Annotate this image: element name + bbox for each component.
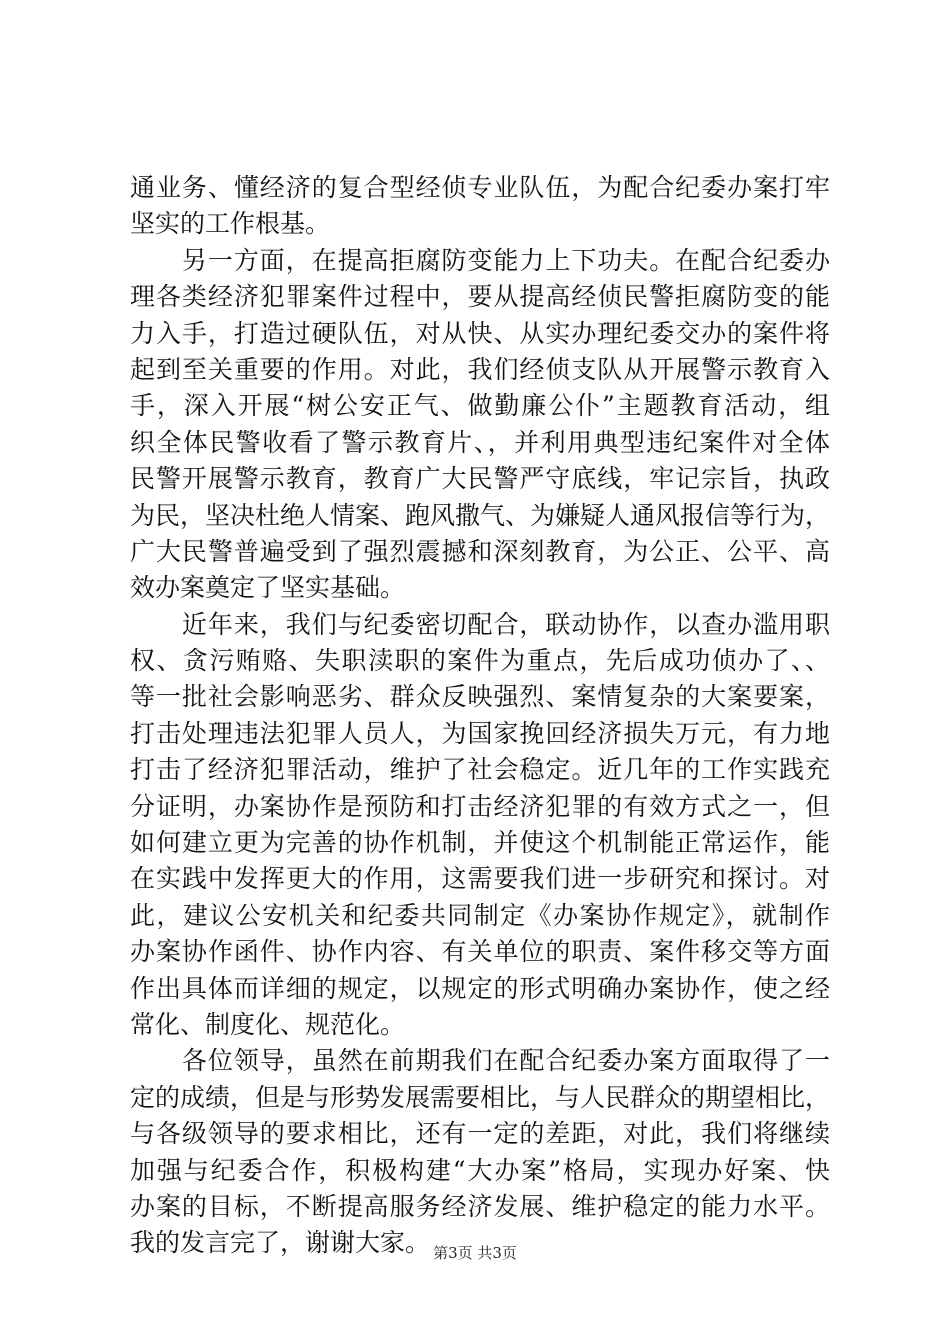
text-line: 近年来，我们与纪委密切配合，联动协作，以查办滥用职	[130, 609, 830, 639]
paragraph	[130, 170, 830, 243]
paragraph	[130, 1043, 830, 1261]
text-line: 办案协作函件、协作内容、有关单位的职责、案件移交等方面	[130, 937, 830, 967]
text-line: 权、贪污贿赂、失职渎职的案件为重点，先后成功侦办了、、	[130, 646, 830, 676]
text-line: 作出具体而详细的规定，以规定的形式明确办案协作，使之经	[130, 973, 830, 1003]
paragraph	[130, 607, 830, 1044]
text-line: 织全体民警收看了警示教育片、，并利用典型违纪案件对全体	[130, 427, 830, 457]
text-line: 打击了经济犯罪活动，维护了社会稳定。近几年的工作实践充	[130, 755, 830, 785]
text-line: 民警开展警示教育，教育广大民警严守底线，牢记宗旨，执政	[130, 464, 830, 494]
text-line: 与各级领导的要求相比，还有一定的差距，对此，我们将继续	[130, 1119, 830, 1149]
text-line: 分证明，办案协作是预防和打击经济犯罪的有效方式之一，但	[130, 791, 830, 821]
text-line: 此，建议公安机关和纪委共同制定《办案协作规定》，就制作	[130, 900, 830, 930]
text-line: 另一方面，在提高拒腐防变能力上下功夫。在配合纪委办	[130, 245, 830, 275]
text-line: 常化、制度化、规范化。	[130, 1009, 406, 1039]
text-line: 定的成绩，但是与形势发展需要相比，与人民群众的期望相比，	[130, 1082, 831, 1112]
text-line: 打击处理违法犯罪人员人，为国家挽回经济损失万元，有力地	[130, 718, 830, 748]
page-footer: 第3页 共3页	[433, 1244, 517, 1262]
paragraph	[130, 243, 830, 607]
text-line: 效办案奠定了坚实基础。	[130, 573, 406, 603]
text-line: 理各类经济犯罪案件过程中，要从提高经侦民警拒腐防变的能	[130, 282, 830, 312]
text-line: 坚实的工作根基。	[130, 209, 331, 239]
text-line: 起到至关重要的作用。对此，我们经侦支队从开展警示教育入	[130, 354, 830, 384]
text-line: 通业务、懂经济的复合型经侦专业队伍，为配合纪委办案打牢	[130, 173, 830, 202]
text-line: 广大民警普遍受到了强烈震撼和深刻教育，为公正、公平、高	[130, 536, 830, 566]
text-line: 如何建立更为完善的协作机制，并使这个机制能正常运作，能	[130, 828, 830, 858]
text-line: 我的发言完了，谢谢大家。	[130, 1228, 431, 1258]
text-line: 加强与纪委合作，积极构建“大办案”格局，实现办好案、快	[130, 1155, 830, 1185]
text-line: 各位领导，虽然在前期我们在配合纪委办案方面取得了一	[130, 1046, 830, 1076]
text-line: 手，深入开展“树公安正气、做勤廉公仆”主题教育活动，组	[130, 391, 830, 421]
text-line: 力入手，打造过硬队伍，对从快、从实办理纪委交办的案件将	[130, 318, 830, 348]
text-line: 办案的目标，不断提高服务经济发展、维护稳定的能力水平。	[130, 1191, 830, 1221]
text-line: 等一批社会影响恶劣、群众反映强烈、案情复杂的大案要案，	[130, 682, 830, 712]
text-line: 在实践中发挥更大的作用，这需要我们进一步研究和探讨。对	[130, 864, 830, 894]
document-body	[130, 170, 830, 1262]
text-line: 为民，坚决杜绝人情案、跑风撒气、为嫌疑人通风报信等行为，	[130, 500, 831, 530]
